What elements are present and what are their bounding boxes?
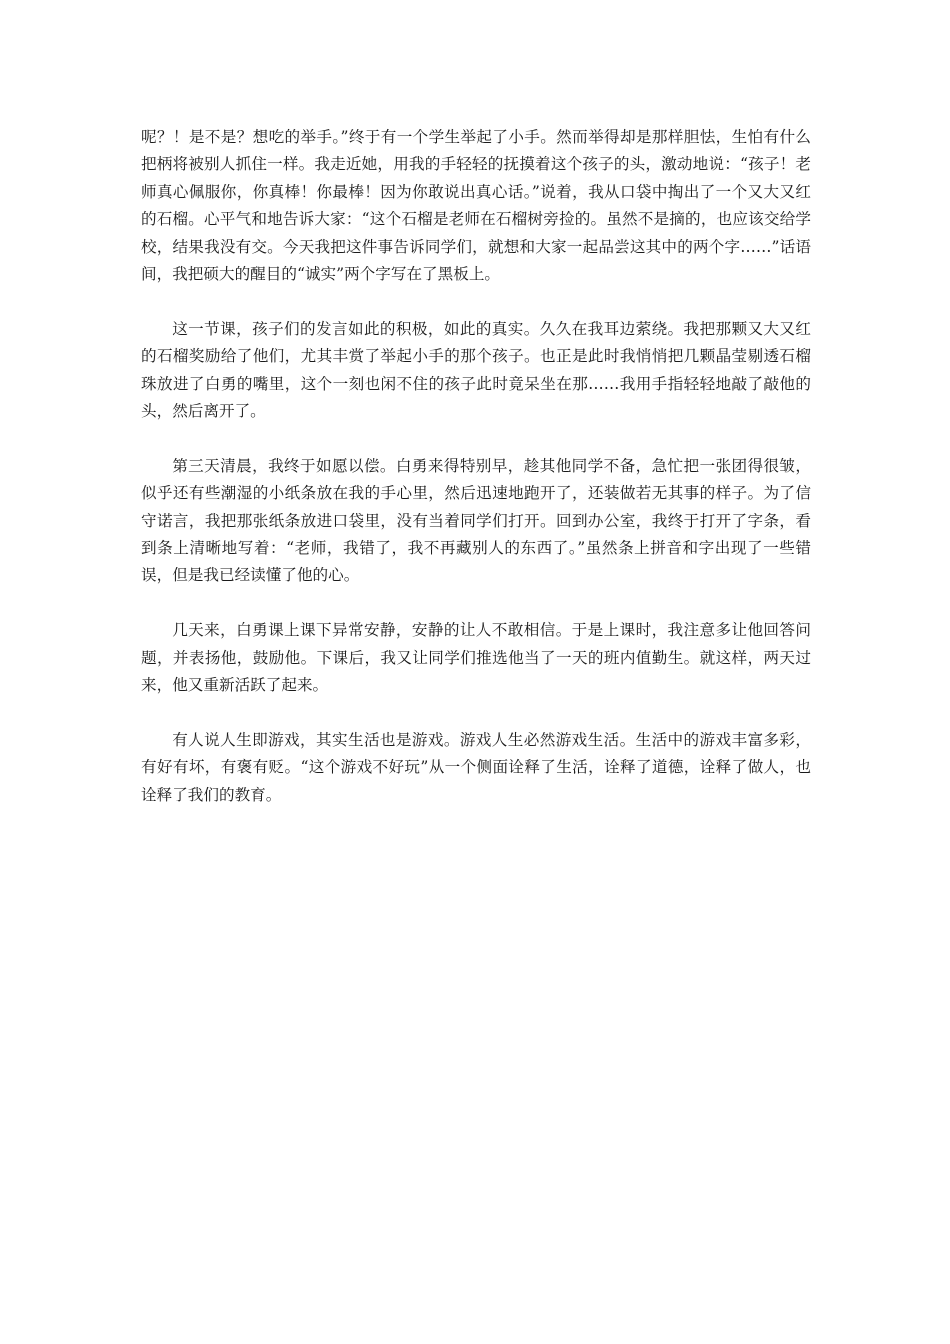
- paragraph-5: 有人说人生即游戏，其实生活也是游戏。游戏人生必然游戏生活。生活中的游戏丰富多彩，有好有坏，有褒有贬。“这个游戏不好玩”从一个侧面诠释了生活，诠释了道德，诠释了做人，也诠释了我们的教育。: [141, 730, 811, 804]
- paragraph-2: 这一节课，孩子们的发言如此的积极，如此的真实。久久在我耳边萦绕。我把那颗又大又红的石榴奖励给了他们，尤其丰赏了举起小手的那个孩子。也正是此时我悄悄把几颗晶莹剔透石榴珠放进了白勇的嘴里，这个一刻也闲不住的孩子此时竟呆坐在那……我用手指轻轻地敲了敲他的头，然后离开了。: [141, 319, 811, 421]
- paragraph-3: 第三天清晨，我终于如愿以偿。白勇来得特别早，趁其他同学不备，急忙把一张团得很皱，似乎还有些潮湿的小纸条放在我的手心里，然后迅速地跑开了，还装做若无其事的样子。为了信守诺言，我把那张纸条放进口袋里，没有当着同学们打开。回到办公室，我终于打开了字条，看到条上清晰地写着：“老师，我错了，我不再藏别人的东西了。”虽然条上拼音和字出现了一些错误，但是我已经读懂了他的心。: [141, 456, 811, 585]
- paragraph-1: 呢？！是不是？想吃的举手。”终于有一个学生举起了小手。然而举得却是那样胆怯，生怕有什么把柄将被别人抓住一样。我走近她，用我的手轻轻的抚摸着这个孩子的头，激动地说：“孩子！老师真心佩服你，你真棒！你最棒！因为你敢说出真心话。”说着，我从口袋中掏出了一个又大又红的石榴。心平气和地告诉大家：“这个石榴是老师在石榴树旁捡的。虽然不是摘的，也应该交给学校，结果我没有交。今天我把这件事告诉同学们，就想和大家一起品尝这其中的两个字……”话语间，我把硕大的醒目的“诚实”两个字写在了黑板上。: [141, 128, 811, 284]
- document-body: [141, 124, 811, 836]
- paragraph-4: 几天来，白勇课上课下异常安静，安静的让人不敢相信。于是上课时，我注意多让他回答问题，并表扬他，鼓励他。下课后，我又让同学们推选他当了一天的班内值勤生。就这样，两天过来，他又重新活跃了起来。: [141, 621, 811, 695]
